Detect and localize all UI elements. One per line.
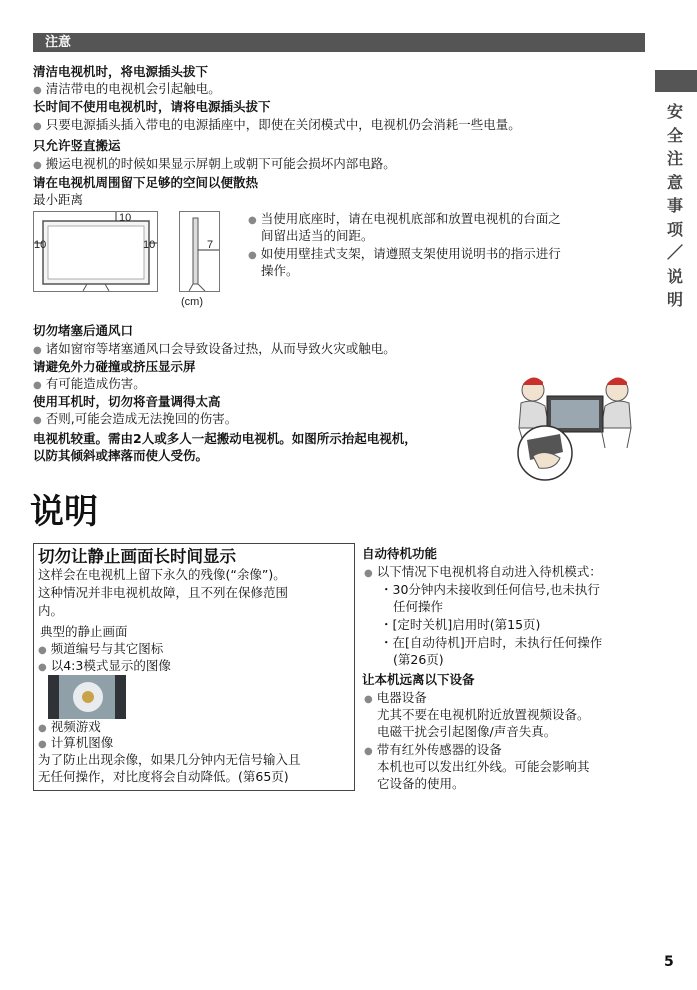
note2-text: 如使用壁挂式支架，请遵照支架使用说明书的指示进行 [260, 246, 561, 261]
keep-away-b1-text: 电器设备 [376, 690, 427, 705]
side-char: 事 [666, 196, 683, 215]
side-char: ／ [666, 243, 683, 262]
cleaning-text: 清洁带电的电视机会引起触电。 [45, 81, 221, 96]
side-char: 明 [666, 290, 683, 309]
headphones-bullet [33, 410, 237, 429]
static-image-box [33, 543, 355, 791]
keep-away-heading: 让本机远离以下设备 [362, 672, 475, 687]
keep-away-b2b: 它设备的使用。 [377, 776, 465, 791]
bullet-icon: ● [364, 568, 373, 579]
notes-title: 说明 [30, 492, 98, 532]
side-char: 说 [666, 266, 683, 286]
unit-label: (cm) [181, 296, 203, 308]
keep-away-b2a: 本机也可以发出红外线。可能会影响其 [377, 759, 590, 774]
space-note-1-line2: 间留出适当的间距。 [261, 228, 374, 243]
section-header-title: 注意 [45, 35, 72, 50]
bullet-icon: ● [38, 723, 47, 734]
side-tab-label [660, 100, 690, 312]
side-char: 项 [666, 219, 683, 239]
side-tab-marker [655, 70, 697, 92]
static-b1-text: 频道编号与其它图标 [50, 641, 164, 656]
note1-text: 当使用底座时，请在电视机底部和放置电视机的台面之 [260, 211, 561, 226]
auto-standby-intro-text: 以下情况下电视机将自动进入待机模式： [376, 564, 602, 579]
auto-standby-item1-text: 30分钟内未接收到任何信号,也未执行 [392, 582, 600, 597]
static-f1: 为了防止出现余像，如果几分钟内无信号输入且 [38, 752, 301, 767]
dim-right-label: 10 [143, 239, 156, 251]
upright-heading: 只允许竖直搬运 [33, 138, 121, 153]
bullet-icon: ● [248, 250, 257, 261]
keep-away-b1b: 电磁干扰会引起图像/声音失真。 [377, 724, 557, 739]
pressure-heading: 请避免外力碰撞或挤压显示屏 [33, 359, 196, 374]
keep-away-b2-text: 带有红外传感器的设备 [376, 742, 502, 757]
keep-away-b1a: 尤其不要在电视机附近放置视频设备。 [377, 707, 590, 722]
bullet-icon: ● [38, 645, 47, 656]
bullet-icon: ● [33, 380, 42, 391]
dot-icon: ・ [380, 582, 393, 597]
vent-bullet [33, 340, 396, 359]
space-note-2-line2: 操作。 [261, 263, 299, 278]
auto-standby-item1-cont: 任何操作 [393, 599, 444, 614]
auto-standby-intro [364, 563, 602, 582]
section-header-bar [33, 33, 645, 52]
bullet-icon: ● [33, 121, 42, 132]
auto-standby-heading: 自动待机功能 [362, 546, 438, 561]
long-unused-text: 只要电源插头插入带电的电源插座中，即使在关闭模式中，电视机仍会消耗一些电量。 [45, 117, 521, 132]
bullet-icon: ● [33, 415, 42, 426]
dim-left-label: 10 [34, 239, 47, 251]
two-person-carry-illustration [505, 368, 645, 483]
static-b3-text: 视频游戏 [50, 719, 101, 734]
pressure-bullet [33, 375, 146, 394]
long-unused-heading: 长时间不使用电视机时，请将电源插头拔下 [33, 99, 271, 114]
flower-4-3-image [48, 675, 126, 719]
headphones-heading: 使用耳机时，切勿将音量调得太高 [33, 394, 221, 409]
long-unused-bullet [33, 116, 521, 135]
side-clearance-box [180, 212, 220, 292]
person-right-cap-icon [607, 377, 627, 385]
auto-standby-item3 [380, 634, 602, 651]
side-char: 全 [666, 125, 683, 145]
auto-standby-item1 [380, 581, 600, 598]
static-image-title: 切勿让静止画面长时间显示 [38, 547, 236, 566]
upright-bullet [33, 155, 396, 174]
vent-heading: 切勿堵塞后通风口 [33, 323, 134, 338]
auto-standby-item2 [380, 616, 540, 633]
carried-tv-screen-icon [551, 400, 599, 428]
dim-side-label: 7 [207, 239, 214, 251]
tv-screen-icon [48, 226, 144, 279]
side-char: 安 [666, 102, 683, 121]
static-f2: 无任何操作，对比度将会自动降低。(第65页) [38, 769, 289, 784]
heavy-line1: 电视机较重。需由2人或多人一起搬动电视机。如图所示抬起电视机， [33, 431, 417, 446]
person-right-body-icon [601, 401, 631, 428]
static-l3: 内。 [38, 603, 64, 618]
side-stand-icon [189, 284, 205, 291]
stand-left-icon [83, 284, 87, 291]
dot-icon: ・ [380, 617, 393, 632]
auto-standby-item2-text: [定时关机]启用时(第15页) [392, 617, 541, 632]
cleaning-heading: 清洁电视机时，将电源插头拔下 [33, 64, 209, 79]
flower-center-icon [82, 691, 94, 703]
typical-label: 典型的静止画面 [40, 624, 128, 639]
clearance-diagram [33, 208, 233, 308]
dot-icon: ・ [380, 635, 393, 650]
static-l1: 这样会在电视机上留下永久的残像(“余像”)。 [38, 567, 286, 582]
bullet-icon: ● [33, 345, 42, 356]
side-char: 意 [666, 172, 683, 192]
side-char: 注 [666, 149, 683, 168]
static-b2 [38, 657, 171, 676]
vent-text: 诸如窗帘等堵塞通风口会导致设备过热，从而导致火灾或触电。 [45, 341, 396, 356]
person-left-body-icon [519, 401, 549, 428]
static-l2: 这种情况并非电视机故障，且不列在保修范围 [38, 585, 289, 600]
auto-standby-item3-cont: (第26页) [393, 652, 444, 667]
cleaning-bullet [33, 80, 221, 99]
bullet-icon: ● [33, 85, 42, 96]
pressure-text: 有可能造成伤害。 [45, 376, 146, 391]
bullet-icon: ● [38, 662, 47, 673]
stand-right-icon [105, 284, 109, 291]
bullet-icon: ● [248, 215, 257, 226]
auto-standby-item3-text: 在[自动待机]开启时，未执行任何操作 [392, 635, 603, 650]
bullet-icon: ● [33, 160, 42, 171]
heavy-line2: 以防其倾斜或摔落而使人受伤。 [33, 448, 209, 463]
tv-side-icon [193, 218, 198, 284]
min-distance-label: 最小距离 [33, 192, 84, 207]
dim-top-label: 10 [119, 212, 132, 224]
bullet-icon: ● [38, 739, 47, 750]
bullet-icon: ● [364, 746, 373, 757]
static-b4-text: 计算机图像 [50, 735, 114, 750]
headphones-text: 否则,可能会造成无法挽回的伤害。 [45, 411, 238, 426]
static-b2-text: 以4:3模式显示的图像 [50, 658, 171, 673]
upright-text: 搬运电视机的时候如果显示屏朝上或朝下可能会损坏内部电路。 [45, 156, 396, 171]
bullet-icon: ● [364, 694, 373, 705]
space-heading: 请在电视机周围留下足够的空间以便散热 [33, 175, 259, 190]
page-number: 5 [664, 954, 674, 970]
person-left-cap-icon [523, 377, 543, 385]
